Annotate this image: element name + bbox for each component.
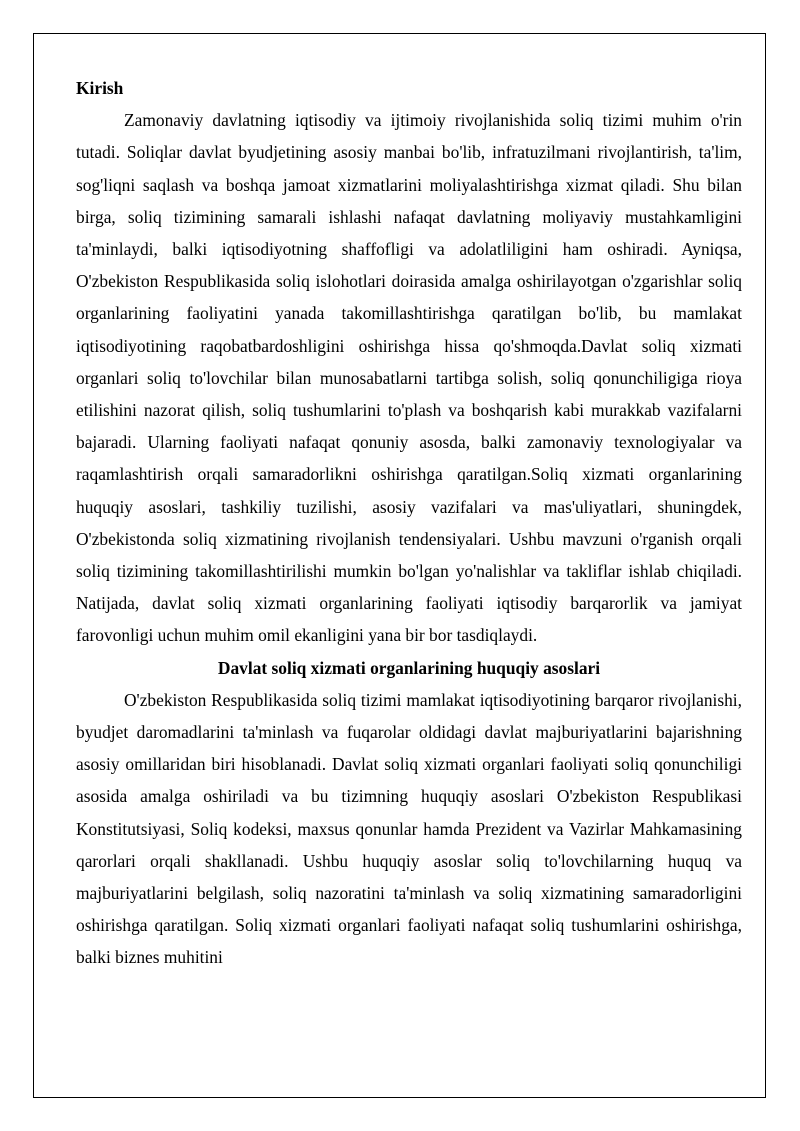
intro-heading: Kirish	[76, 78, 124, 98]
document-body	[76, 72, 742, 974]
intro-paragraph: Zamonaviy davlatning iqtisodiy va ijtimoiy rivojlanishida soliq tizimi muhim o'rin tutadi. Soliqlar davlat byudjetining asosiy manbai bo'lib, infratuzilmani rivojlantirish, ta'lim, sog'liqni saqlash va boshqa jamoat xizmatlarini moliyalashtirishga xizmat qiladi. Shu bilan birga, soliq tizimining samarali ishlashi nafaqat davlatning moliyaviy mustahkamligini ta'minlaydi, balki iqtisodiyotning shaffofligi va adolatliligini ham oshiradi. Ayniqsa, O'zbekiston Respublikasida soliq islohotlari doirasida amalga oshirilayotgan o'zgarishlar soliq organlarining faoliyatini yanada takomillashtirishga qaratilgan bo'lib, bu mamlakat iqtisodiyotining raqobatbardoshligini oshirishga hissa qo'shmoqda.Davlat soliq xizmati organlari soliq to'lovchilar bilan munosabatlarni tartibga solish, soliq qonunchiligiga rioya etilishini nazorat qilish, soliq tushumlarini to'plash va boshqarish kabi murakkab vazifalarni bajaradi. Ularning faoliyati nafaqat qonuniy asosda, balki zamonaviy texnologiyalar va raqamlashtirish orqali samaradorlikni oshirishga qaratilgan.Soliq xizmati organlarining huquqiy asoslari, tashkiliy tuzilishi, asosiy vazifalari va mas'uliyatlari, shuningdek, O'zbekistonda soliq xizmatining rivojlanish tendensiyalari. Ushbu mavzuni o'rganish orqali soliq tizimining takomillashtirilishi mumkin bo'lgan yo'nalishlar va takliflar ishlab chiqiladi. Natijada, davlat soliq xizmati organlarining faoliyati iqtisodiy barqarorlik va jamiyat farovonligi uchun muhim omil ekanligini yana bir bor tasdiqlaydi.	[76, 110, 742, 646]
section-heading: Davlat soliq xizmati organlarining huquqiy asoslari	[217, 657, 601, 678]
section-paragraph: O'zbekiston Respublikasida soliq tizimi mamlakat iqtisodiyotining barqaror rivojlanishi, byudjet daromadlarini ta'minlash va fuqarolar oldidagi davlat majburiyatlarini bajarishning asosiy omillaridan biri hisoblanadi. Davlat soliq xizmati organlari faoliyati soliq qonunchiligi asosida amalga oshiriladi va bu tizimning huquqiy asoslari O'zbekiston Respublikasi Konstitutsiyasi, Soliq kodeksi, maxsus qonunlar hamda Prezident va Vazirlar Mahkamasining qarorlari orqali shakllanadi. Ushbu huquqiy asoslar soliq to'lovchilarning huquq va majburiyatlarini belgilash, soliq nazoratini ta'minlash va soliq xizmatining samaradorligini oshirishga qaratilgan. Soliq xizmati organlari faoliyati nafaqat soliq tushumlarini oshirishga, balki biznes muhitini	[76, 689, 742, 968]
